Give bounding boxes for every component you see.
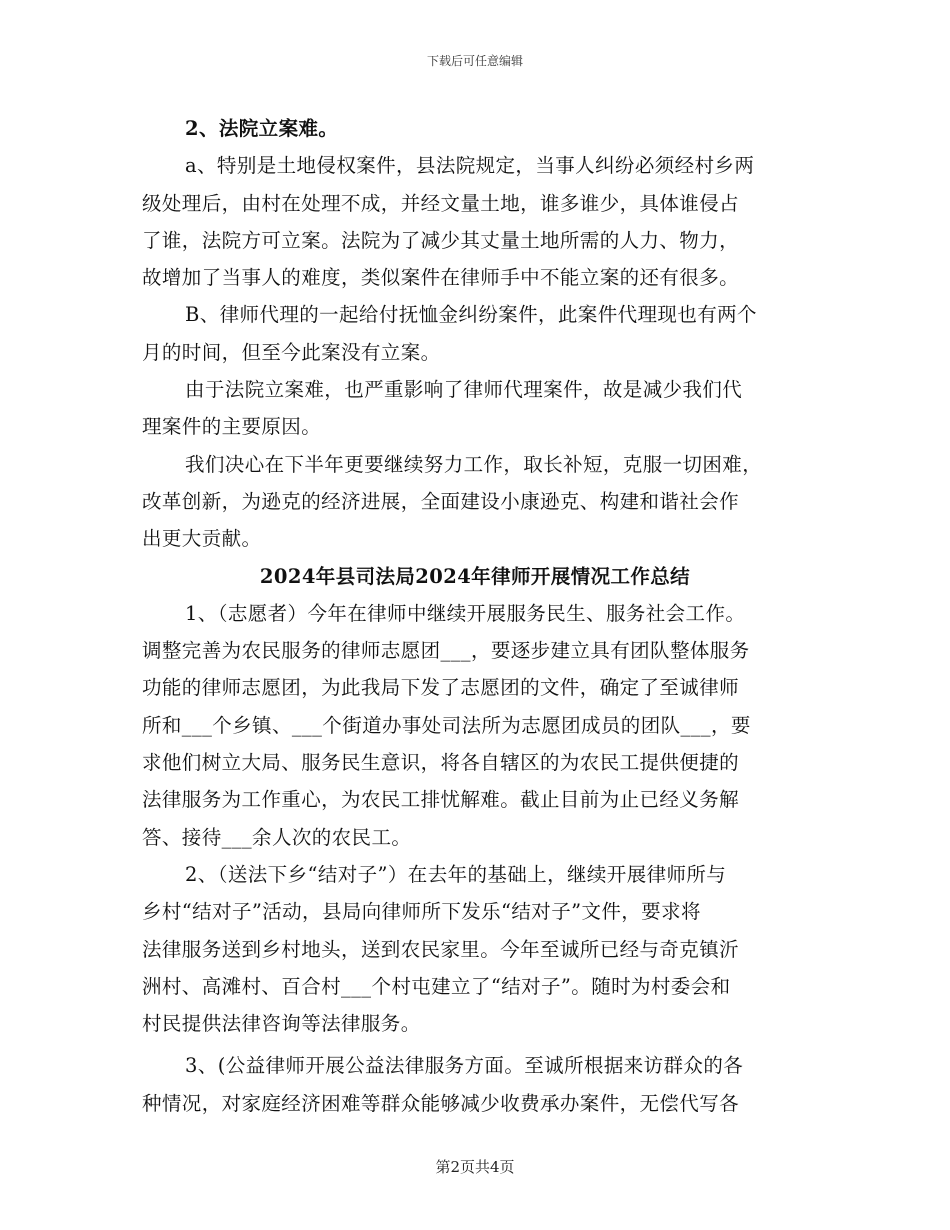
paragraph-line: 调整完善为农民服务的律师志愿团___，要逐步建立具有团队整体服务 bbox=[142, 639, 750, 663]
paragraph-line: 2、（送法下乡“结对子”）在去年的基础上，继续开展律师所与 bbox=[185, 862, 727, 886]
paragraph-line: 3、(公益律师开展公益法律服务方面。至诚所根据来访群众的各 bbox=[185, 1054, 744, 1078]
paragraph-line: 改革创新，为逊克的经济进展，全面建设小康逊克、构建和谐社会作 bbox=[142, 489, 740, 513]
paragraph-line: 答、接待___余人次的农民工。 bbox=[142, 825, 412, 849]
paragraph-line: a、特别是土地侵权案件，县法院规定，当事人纠纷必须经村乡两 bbox=[185, 154, 755, 178]
paragraph-line: 种情况，对家庭经济困难等群众能够减少收费承办案件，无偿代写各 bbox=[142, 1091, 740, 1115]
paragraph-line: 村民提供法律咨询等法律服务。 bbox=[142, 1012, 421, 1036]
paragraph-line: 所和___个乡镇、___个街道办事处司法所为志愿团成员的团队___，要 bbox=[142, 713, 751, 737]
paragraph-line: 1、（志愿者）今年在律师中继续开展服务民生、服务社会工作。 bbox=[185, 601, 746, 625]
paragraph-line: 故增加了当事人的难度，类似案件在律师手中不能立案的还有很多。 bbox=[142, 266, 740, 290]
paragraph-line: 级处理后，由村在处理不成，并经文量土地，谁多谁少，具体谁侵占 bbox=[142, 191, 740, 215]
paragraph-line: 由于法院立案难，也严重影响了律师代理案件，故是减少我们代 bbox=[185, 378, 743, 402]
paragraph-line: B、律师代理的一起给付抚恤金纠纷案件，此案件代理现也有两个 bbox=[185, 303, 757, 327]
paragraph-line: 月的时间，但至今此案没有立案。 bbox=[142, 340, 441, 364]
paragraph-line: 法律服务送到乡村地头，送到农民家里。今年至诚所已经与奇克镇沂 bbox=[142, 937, 740, 961]
paragraph-line: 了谁，法院方可立案。法院为了减少其丈量土地所需的人力、物力， bbox=[142, 228, 740, 252]
paragraph-line: 求他们树立大局、服务民生意识，将各自辖区的为农民工提供便捷的 bbox=[142, 751, 740, 775]
page-number: 第2页共4页 bbox=[435, 1158, 515, 1176]
section-heading: 2、法院立案难。 bbox=[185, 117, 339, 140]
document-title: 2024年县司法局2024年律师开展情况工作总结 bbox=[259, 564, 691, 588]
paragraph-line: 乡村“结对子”活动，县局向律师所下发乐“结对子”文件，要求将 bbox=[142, 900, 701, 924]
paragraph-line: 我们决心在下半年更要继续努力工作，取长补短，克服一切困难， bbox=[185, 452, 763, 476]
paragraph-line: 理案件的主要原因。 bbox=[142, 415, 322, 439]
paragraph-line: 法律服务为工作重心，为农民工排忧解难。截止目前为止已经义务解 bbox=[142, 788, 740, 812]
paragraph-line: 出更大贡献。 bbox=[142, 527, 262, 551]
paragraph-line: 功能的律师志愿团，为此我局下发了志愿团的文件，确定了至诚律师 bbox=[142, 676, 740, 700]
page-header-note: 下载后可任意编辑 bbox=[426, 54, 523, 68]
paragraph-line: 洲村、高滩村、百合村___个村屯建立了“结对子”。随时为村委会和 bbox=[142, 974, 731, 998]
document-body bbox=[142, 110, 808, 1122]
